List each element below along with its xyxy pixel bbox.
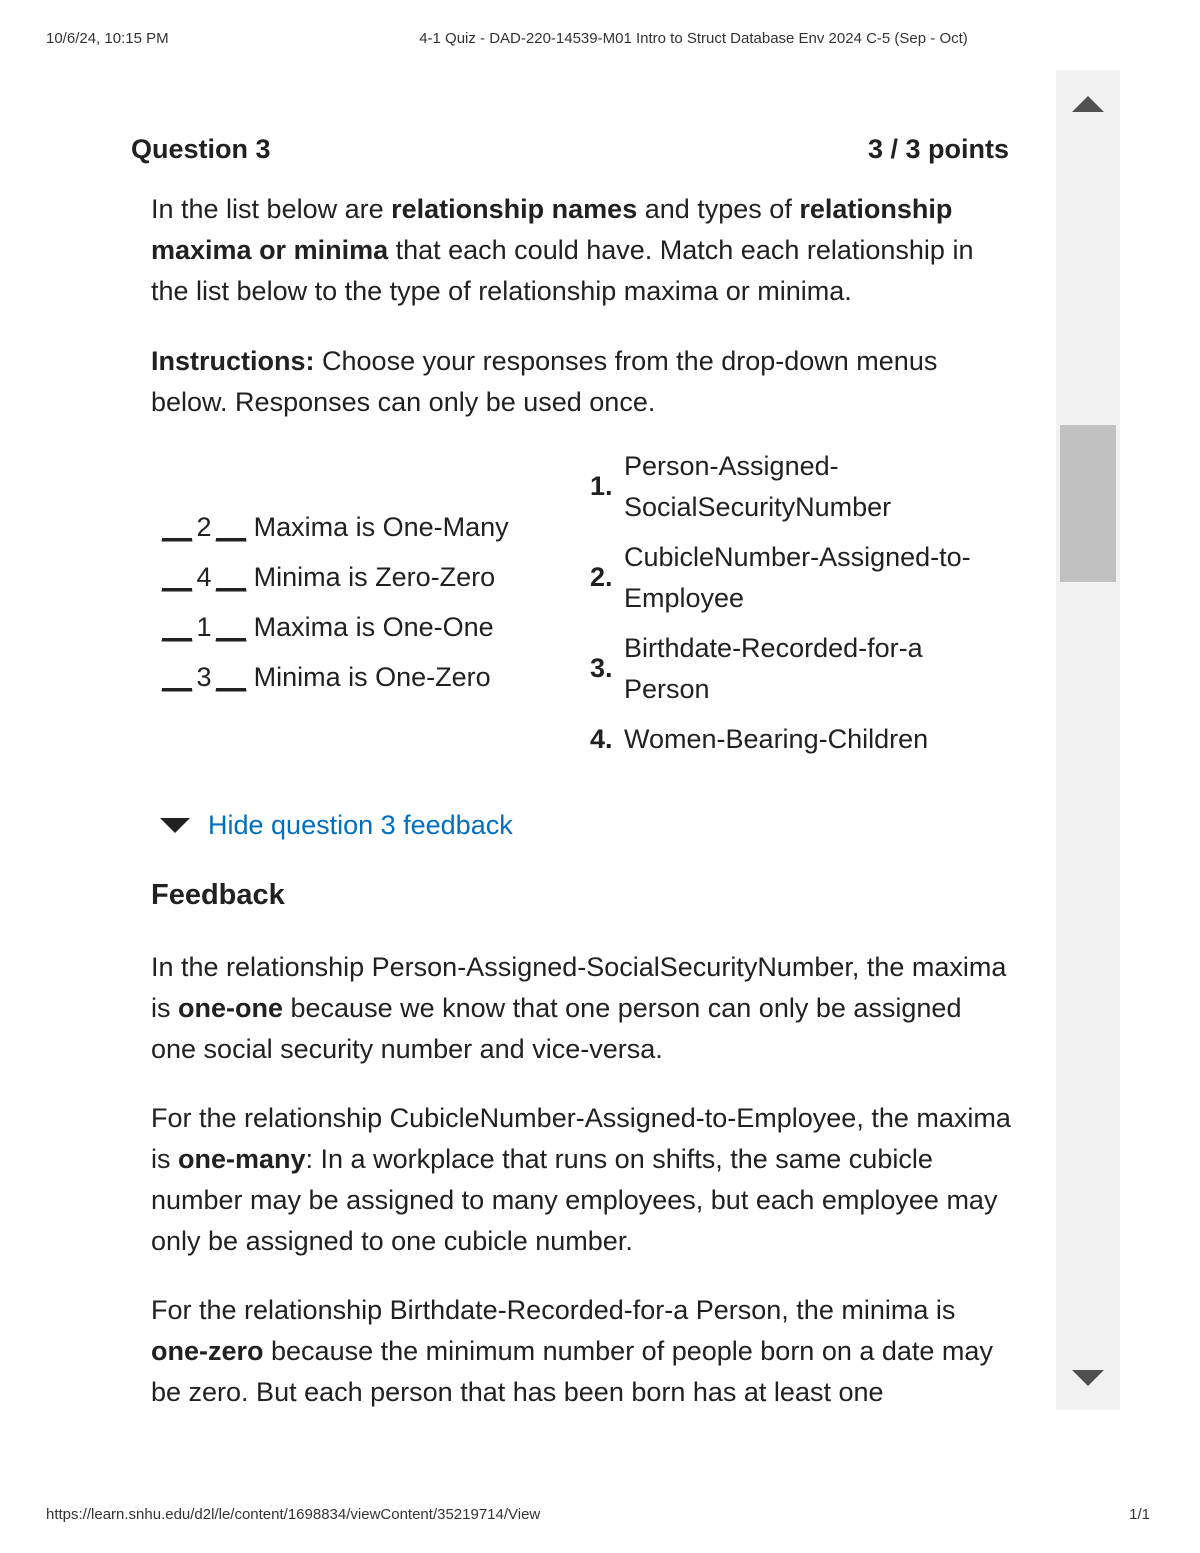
match-row bbox=[162, 555, 509, 605]
option-item: 1. Person-Assigned- SocialSecurityNumber bbox=[590, 451, 892, 522]
option-number: 3. bbox=[590, 653, 613, 683]
feedback-paragraph: For the relationship Birthdate-Recorded-for-a Person, the minima is one-zero because the minimum number of people born on a date may be zero. But each person that has been born has at least one bbox=[151, 1295, 993, 1407]
feedback-heading: Feedback bbox=[151, 879, 285, 911]
option-item: 3. Birthdate-Recorded-for-a Person bbox=[590, 633, 923, 704]
match-label: Minima is Zero-Zero bbox=[246, 562, 496, 592]
print-header bbox=[0, 30, 1200, 50]
option-list bbox=[590, 446, 1010, 769]
print-page-number: 1/1 bbox=[1129, 1506, 1150, 1523]
match-row bbox=[162, 605, 509, 655]
caret-down-icon bbox=[160, 818, 190, 833]
print-page-title: 4-1 Quiz - DAD-220-14539-M01 Intro to Struct Database Env 2024 C-5 (Sep - Oct) bbox=[419, 30, 968, 47]
option-number: 4. bbox=[590, 724, 613, 754]
triangle-up-icon[interactable] bbox=[1072, 96, 1104, 112]
match-label: Minima is One-Zero bbox=[246, 662, 491, 692]
match-list bbox=[162, 505, 509, 705]
option-number: 2. bbox=[590, 562, 613, 592]
match-row bbox=[162, 505, 509, 555]
hide-feedback-label: Hide question 3 feedback bbox=[208, 809, 513, 840]
triangle-down-icon[interactable] bbox=[1072, 1370, 1104, 1386]
match-answer: __ 4 __ bbox=[162, 562, 247, 592]
question-intro: In the list below are relationship names and types of relationship maxima or minima that each could have. Match each relationship in the list below to the type of relationship maxima or minima. bbox=[151, 194, 974, 306]
question-title: Question 3 bbox=[131, 134, 271, 164]
match-answer: __ 3 __ bbox=[162, 662, 247, 692]
question-points: 3 / 3 points bbox=[867, 134, 1009, 164]
option-item: 4. Women-Bearing-Children bbox=[590, 719, 1010, 760]
print-footer bbox=[0, 1506, 1200, 1526]
match-label: Maxima is One-One bbox=[246, 612, 494, 642]
option-number: 1. bbox=[590, 471, 613, 501]
question-instructions: Instructions: Choose your responses from the drop-down menus below. Responses can only be used once. bbox=[151, 346, 938, 417]
match-row bbox=[162, 655, 509, 705]
feedback-paragraph: In the relationship Person-Assigned-SocialSecurityNumber, the maxima is one-one because we know that one person can only be assigned one social security number and vice-versa. bbox=[151, 952, 1007, 1064]
match-answer: __ 1 __ bbox=[162, 612, 247, 642]
feedback-paragraph: For the relationship CubicleNumber-Assigned-to-Employee, the maxima is one-many: In a workplace that runs on shifts, the same cubicle number may be assigned to many employees, but each employee may only be assigned to one cubicle number. bbox=[151, 1103, 1011, 1256]
hide-feedback-link[interactable] bbox=[160, 805, 513, 845]
vertical-scrollbar[interactable] bbox=[1056, 70, 1120, 1410]
option-item: 2. CubicleNumber-Assigned-to- Employee bbox=[590, 542, 971, 613]
match-label: Maxima is One-Many bbox=[246, 512, 509, 542]
print-url: https://learn.snhu.edu/d2l/le/content/1698834/viewContent/35219714/View bbox=[46, 1506, 541, 1523]
match-answer: __ 2 __ bbox=[162, 512, 247, 542]
scrollbar-thumb[interactable] bbox=[1060, 425, 1116, 582]
print-date: 10/6/24, 10:15 PM bbox=[46, 30, 169, 47]
